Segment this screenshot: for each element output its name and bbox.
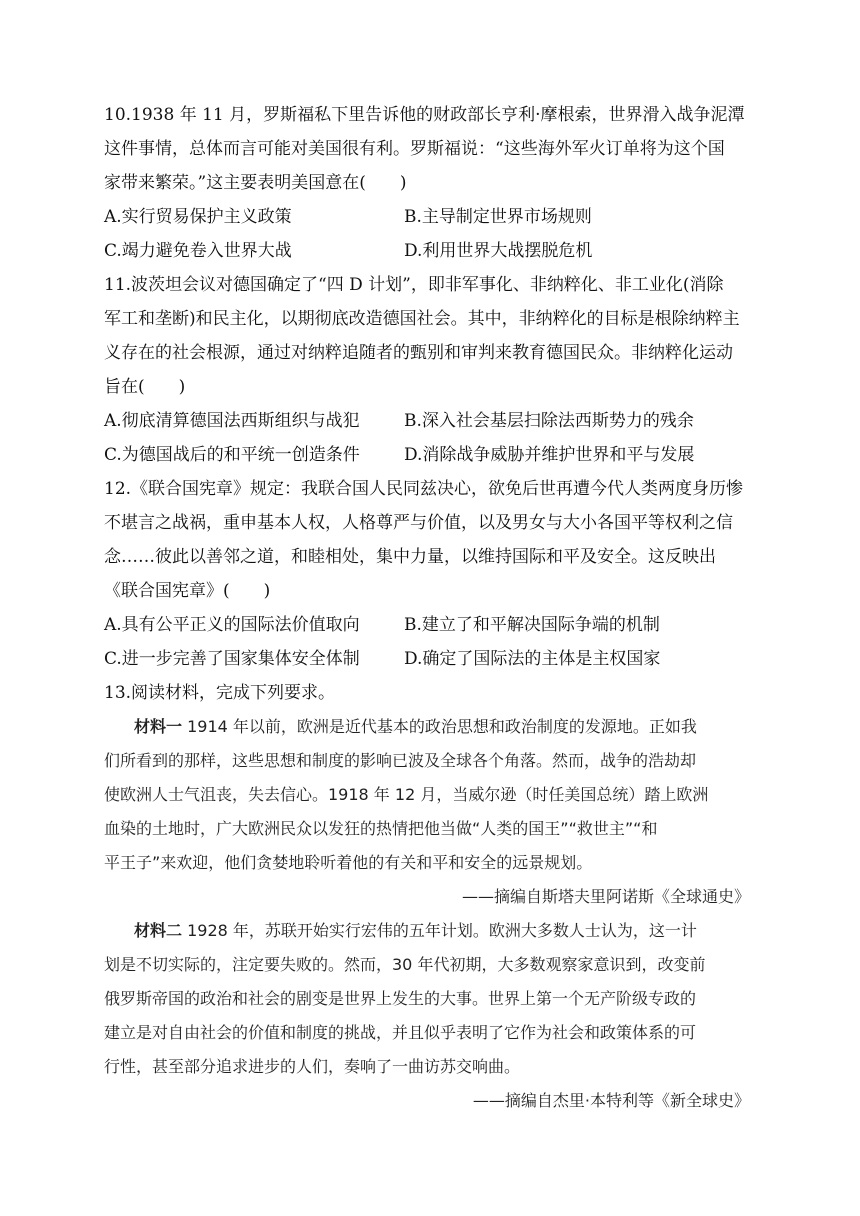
- material1-source: ——摘编自斯塔夫里阿诺斯《全球通史》: [461, 887, 750, 906]
- material2-line-5: 行性，甚至部分追求进步的人们，奏响了一曲访苏交响曲。: [104, 1057, 521, 1076]
- material1-line-2: 们所看到的那样，这些思想和制度的影响已波及全球各个角落。然而，战争的浩劫却: [104, 751, 697, 770]
- q10-option-a: A.实行贸易保护主义政策: [104, 207, 292, 227]
- q11-stem-line-2: 军工和垄断)和民主化，以期彻底改造德国社会。其中，非纳粹化的目标是根除纳粹主: [104, 309, 740, 329]
- q11-option-b: B.深入社会基层扫除法西斯势力的残余: [404, 411, 694, 431]
- q11-stem-line-1: 11.波茨坦会议对德国确定了“四 D 计划”，即非军事化、非纳粹化、非工业化(消除: [104, 275, 724, 295]
- material2-source: ——摘编自杰里·本特利等《新全球史》: [472, 1091, 750, 1110]
- material2-line-1: [134, 921, 750, 941]
- q12-stem-line-3: 念……彼此以善邻之道，和睦相处，集中力量，以维持国际和平及安全。这反映出: [104, 547, 716, 567]
- material2-line-1-text: 1928 年，苏联开始实行宏伟的五年计划。欧洲大多数人士认为，这一计: [182, 921, 697, 940]
- q13-stem: 13.阅读材料，完成下列要求。: [104, 683, 336, 703]
- q11-option-d: D.消除战争威胁并维护世界和平与发展: [404, 445, 695, 465]
- q12-option-a: A.具有公平正义的国际法价值取向: [104, 615, 360, 635]
- material1-line-1: [134, 717, 750, 737]
- q12-option-c: C.进一步完善了国家集体安全体制: [104, 649, 360, 669]
- q12-stem-line-2: 不堪言之战祸，重申基本人权，人格尊严与价值，以及男女与大小各国平等权利之信: [104, 513, 733, 533]
- q12-stem-line-4: 《联合国宪章》( ): [104, 581, 271, 601]
- material2-line-3: 俄罗斯帝国的政治和社会的剧变是世界上发生的大事。世界上第一个无产阶级专政的: [104, 989, 697, 1008]
- q12-option-d: D.确定了国际法的主体是主权国家: [404, 649, 661, 669]
- material2-title: 材料二: [134, 921, 183, 940]
- q12-stem-line-1: 12.《联合国宪章》规定：我联合国人民同兹决心，欲免后世再遭今代人类两度身历惨: [104, 479, 744, 499]
- q11-option-c: C.为德国战后的和平统一创造条件: [104, 445, 360, 465]
- q10-stem-line-1: 10.1938 年 11 月，罗斯福私下里告诉他的财政部长亨利·摩根索，世界滑入战争泥潭: [104, 105, 745, 125]
- material1-line-5: 平王子”来欢迎，他们贪婪地聆听着他的有关和平和安全的远景规划。: [104, 853, 593, 872]
- q10-stem-line-3: 家带来繁荣。”这主要表明美国意在( ): [104, 173, 407, 193]
- material1-title: 材料一: [134, 717, 183, 736]
- q10-option-b: B.主导制定世界市场规则: [404, 207, 592, 227]
- material2-line-4: 建立是对自由社会的价值和制度的挑战，并且似乎表明了它作为社会和政策体系的可: [104, 1023, 697, 1042]
- q10-option-d: D.利用世界大战摆脱危机: [404, 241, 593, 261]
- q10-stem-line-2: 这件事情，总体而言可能对美国很有利。罗斯福说：“这些海外军火订单将为这个国: [104, 139, 725, 159]
- q12-option-b: B.建立了和平解决国际争端的机制: [404, 615, 660, 635]
- q11-stem-line-4: 旨在( ): [104, 377, 186, 397]
- material1-line-1-text: 1914 年以前，欧洲是近代基本的政治思想和政治制度的发源地。正如我: [182, 717, 697, 736]
- material2-line-2: 划是不切实际的，注定要失败的。然而，30 年代初期，大多数观察家意识到，改变前: [104, 955, 706, 974]
- material1-line-3: 使欧洲人士气沮丧，失去信心。1918 年 12 月，当威尔逊（时任美国总统）踏上欧洲: [104, 785, 709, 804]
- q10-option-c: C.竭力避免卷入世界大战: [104, 241, 292, 261]
- q11-option-a: A.彻底清算德国法西斯组织与战犯: [104, 411, 360, 431]
- q11-stem-line-3: 义存在的社会根源，通过对纳粹追随者的甄别和审判来教育德国民众。非纳粹化运动: [104, 343, 733, 363]
- material1-line-4: 血染的土地时，广大欧洲民众以发狂的热情把他当做“人类的国王”“救世主”“和: [104, 819, 658, 838]
